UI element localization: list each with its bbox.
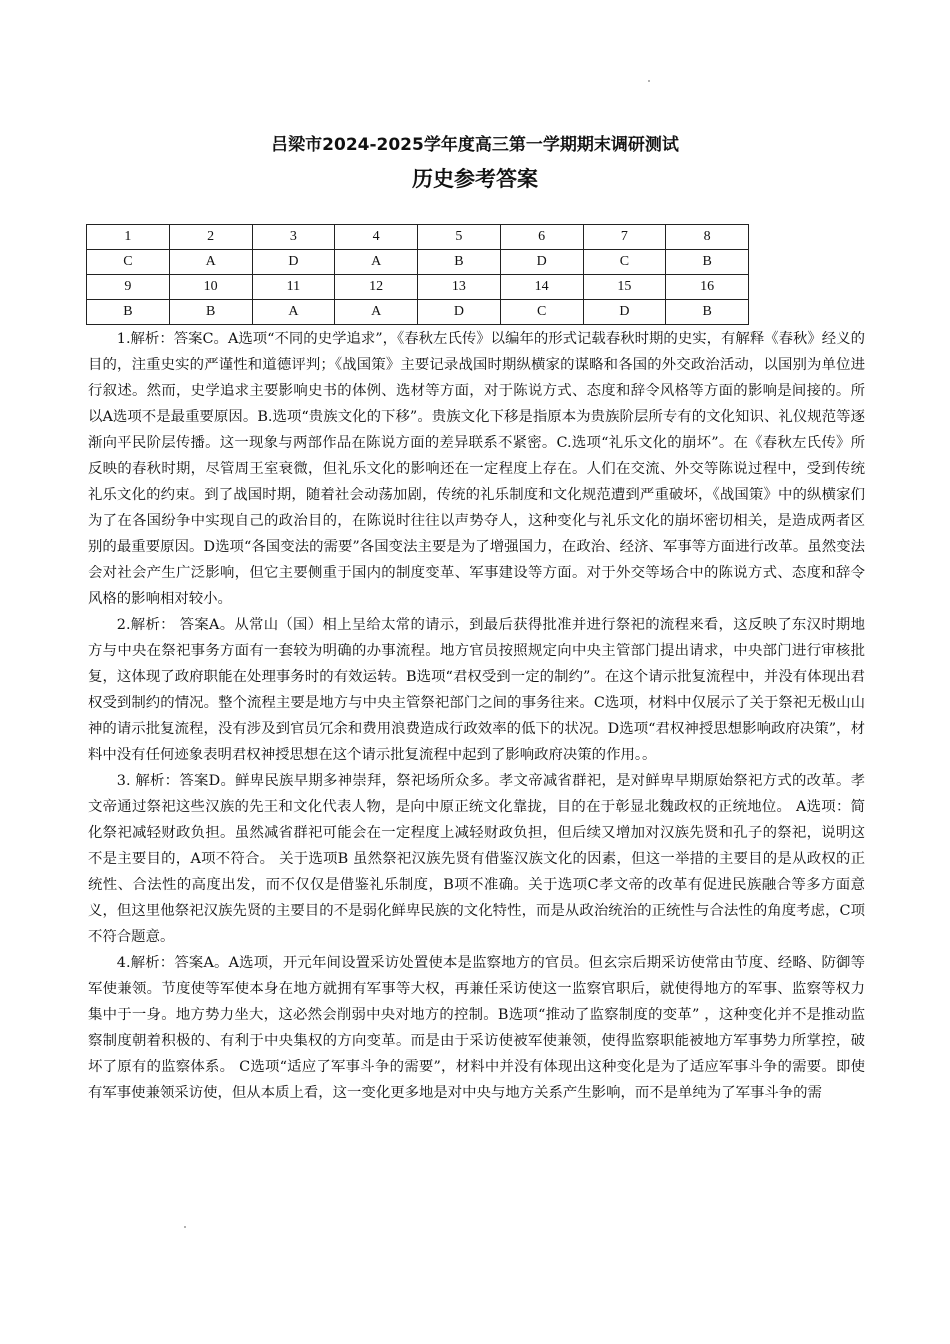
question-number-row [87,275,749,300]
question-number-cell: 3 [252,225,335,250]
question-number-cell: 16 [666,275,749,300]
question-number-row [87,225,749,250]
answer-row [87,300,749,325]
question-number-cell: 8 [666,225,749,250]
answer-cell: B [87,300,170,325]
answer-cell: B [666,300,749,325]
page-subtitle: 历史参考答案 [412,167,538,191]
question-number-cell: 6 [500,225,583,250]
answer-cell: A [335,300,418,325]
question-number-cell: 1 [87,225,170,250]
answer-cell: A [169,250,252,275]
analysis-paragraph-3: 3. 解析：答案D。鲜卑民族早期多神崇拜，祭祀场所众多。孝文帝减省群祀，是对鲜卑早期原始祭祀方式的改革。孝文帝通过祭祀这些汉族的先王和文化代表人物，是向中原正统文化靠拢，目的在于彰显北魏政权的正统地位。 A选项：简化祭祀减轻财政负担。虽然减省群祀可能会在一定程度上减轻财政负担，但后续又增加对汉族先贤和孔子的祭祀，说明这不是主要目的，A项不符合。 关于选项B 虽然祭祀汉族先贤有借鉴汉族文化的因素，但这一举措的主要目的是从政权的正统性、合法性的高度出发，而不仅仅是借鉴礼乐制度，B项不准确。关于选项C孝文帝的改革有促进民族融合等多方面意义，但这里他祭祀汉族先贤的主要目的不是弱化鲜卑民族的文化特性，而是从政治统治的正统性与合法性的角度考虑，C项不符合题意。 [88,773,865,945]
answer-cell: A [335,250,418,275]
answer-cell: C [583,250,666,275]
answer-cell: C [87,250,170,275]
analysis-body [88,326,865,1106]
scan-dot [648,80,650,82]
answer-table [86,224,749,325]
page-title: 吕梁市2024-2025学年度高三第一学期期末调研测试 [271,135,679,155]
answer-row [87,250,749,275]
question-number-cell: 15 [583,275,666,300]
answer-cell: D [252,250,335,275]
question-number-cell: 10 [169,275,252,300]
question-number-cell: 7 [583,225,666,250]
question-number-cell: 12 [335,275,418,300]
question-number-cell: 5 [418,225,501,250]
answer-cell: D [500,250,583,275]
answer-cell: A [252,300,335,325]
answer-cell: B [169,300,252,325]
question-number-cell: 14 [500,275,583,300]
answer-cell: D [418,300,501,325]
question-number-cell: 4 [335,225,418,250]
answer-cell: D [583,300,666,325]
question-number-cell: 13 [418,275,501,300]
question-number-cell: 9 [87,275,170,300]
answer-cell: B [666,250,749,275]
analysis-paragraph-2: 2.解析： 答案A。从常山（国）相上呈给太常的请示，到最后获得批准并进行祭祀的流程来看，这反映了东汉时期地方与中央在祭祀事务方面有一套较为明确的办事流程。地方官员按照规定向中央主管部门提出请求，中央部门进行审核批复，这体现了政府职能在处理事务时的有效运转。B选项“君权受到一定的制约”。在这个请示批复流程中，并没有体现出君权受到制约的情况。整个流程主要是地方与中央主管祭祀部门之间的事务往来。C选项，材料中仅展示了关于祭祀无极山山神的请示批复流程，没有涉及到官员冗余和费用浪费造成行政效率的低下的状况。D选项“君权神授思想影响政府决策”，材料中没有任何迹象表明君权神授思想在这个请示批复流程中起到了影响政府决策的作用。。 [88,617,865,763]
question-number-cell: 2 [169,225,252,250]
answer-cell: C [500,300,583,325]
answer-cell: B [418,250,501,275]
analysis-paragraph-4: 4.解析：答案A。A选项，开元年间设置采访处置使本是监察地方的官员。但玄宗后期采访使常由节度、经略、防御等军使兼领。节度使等军使本身在地方就拥有军事等大权，再兼任采访使这一监察官职后，就使得地方的军事、监察等权力集中于一身。地方势力坐大，这必然会削弱中央对地方的控制。B选项“推动了监察制度的变革” ，这种变化并不是推动监察制度朝着积极的、有利于中央集权的方向变革。而是由于采访使被军使兼领，使得监察职能被地方军事势力所掌控，破坏了原有的监察体系。 C选项“适应了军事斗争的需要”，材料中并没有体现出这种变化是为了适应军事斗争的需要。即使有军事使兼领采访使，但从本质上看，这一变化更多地是对中央与地方关系产生影响，而不是单纯为了军事斗争的需 [88,955,865,1101]
question-number-cell: 11 [252,275,335,300]
analysis-paragraph-1: 1.解析：答案C。A选项“不同的史学追求”，《春秋左氏传》以编年的形式记载春秋时期的史实，有解释《春秋》经义的目的，注重史实的严谨性和道德评判；《战国策》主要记录战国时期纵横家的谋略和各国的外交政治活动，以国别为单位进行叙述。然而，史学追求主要影响史书的体例、选材等方面，对于陈说方式、态度和辞令风格等方面的影响是间接的。所以A选项不是最重要原因。B.选项“贵族文化的下移”。贵族文化下移是指原本为贵族阶层所专有的文化知识、礼仪规范等逐渐向平民阶层传播。这一现象与两部作品在陈说方面的差异联系不紧密。C.选项“礼乐文化的崩坏”。在《春秋左氏传》所反映的春秋时期，尽管周王室衰微，但礼乐文化的影响还在一定程度上存在。人们在交流、外交等陈说过程中，受到传统礼乐文化的约束。到了战国时期，随着社会动荡加剧，传统的礼乐制度和文化规范遭到严重破坏，《战国策》中的纵横家们为了在各国纷争中实现自己的政治目的，在陈说时往往以声势夺人，这种变化与礼乐文化的崩坏密切相关，是造成两者区别的最重要原因。D选项“各国变法的需要”各国变法主要是为了增强国力，在政治、经济、军事等方面进行改革。虽然变法会对社会产生广泛影响，但它主要侧重于国内的制度变革、军事建设等方面。对于外交等场合中的陈说方式、态度和辞令风格的影响相对较小。 [88,331,865,607]
scan-dot [184,1226,186,1228]
